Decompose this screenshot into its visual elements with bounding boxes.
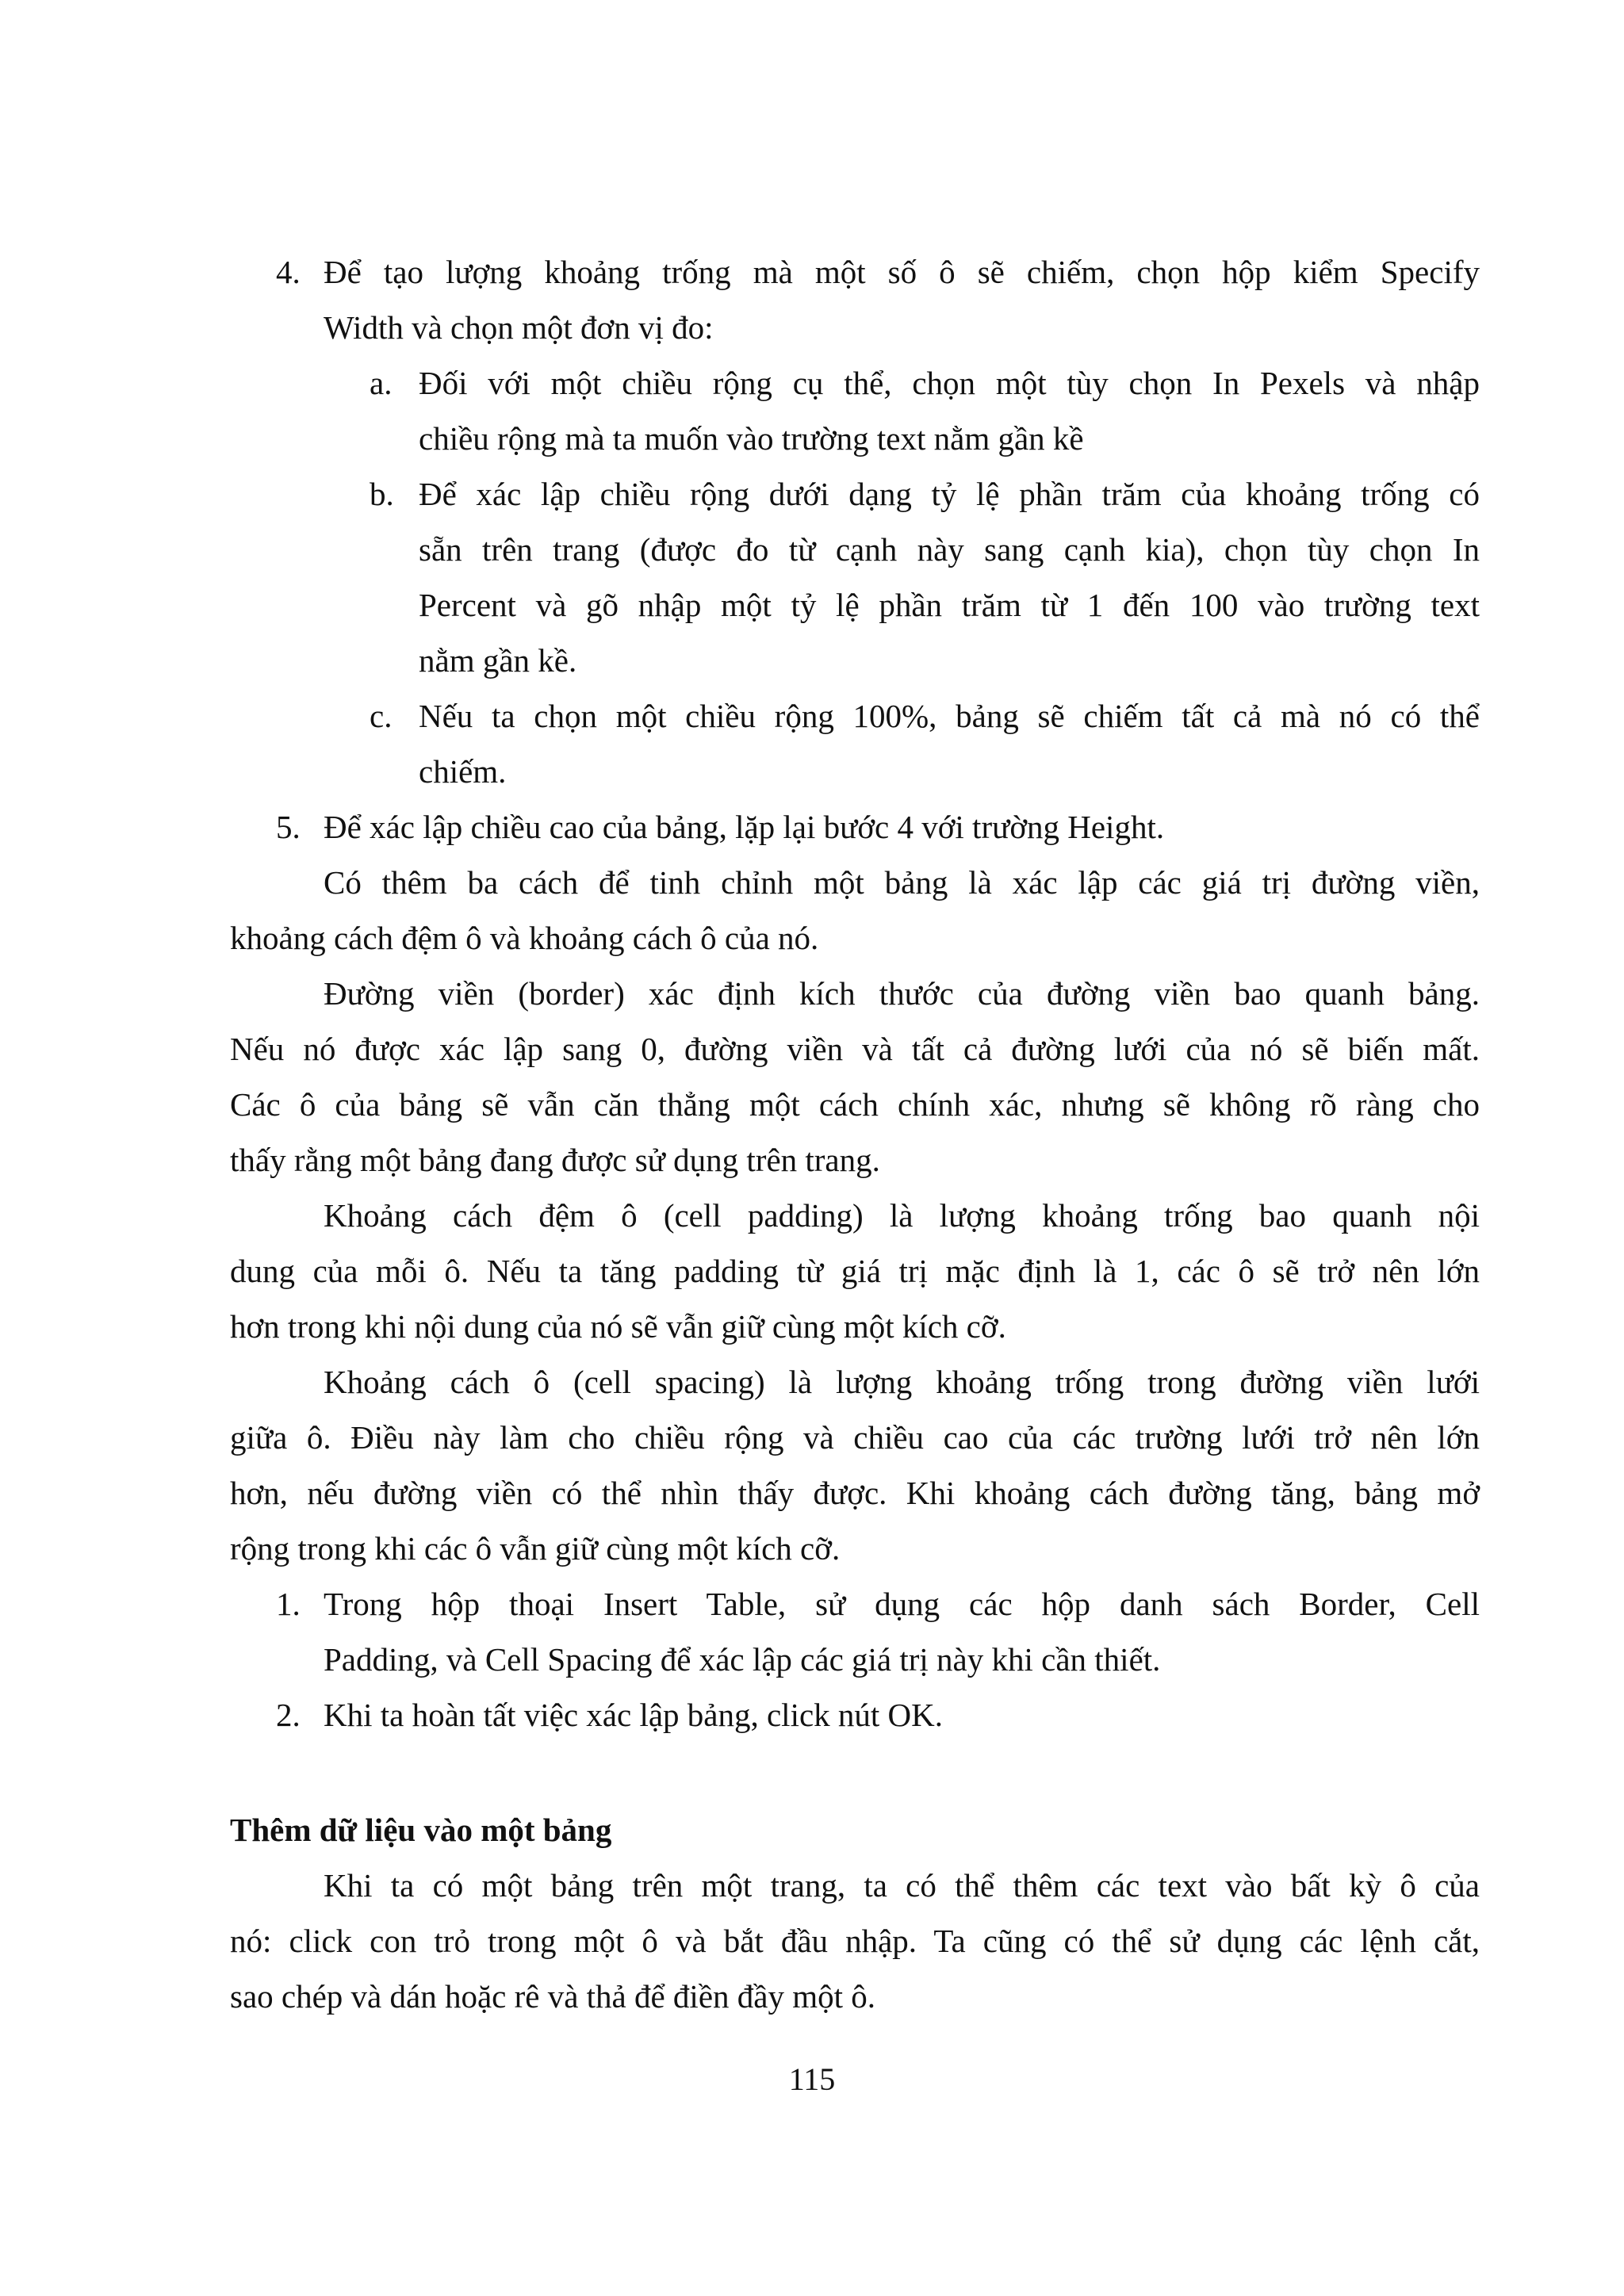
paragraph-line: khoảng cách đệm ô và khoảng cách ô của nó. [230,920,819,956]
list-item-text: Trong hộp thoại Insert Table, sử dụng các hộp danh sách Border, Cell [324,1586,1480,1622]
paragraph-line: Đường viền (border) xác định kích thước của đường viền bao quanh bảng. [324,975,1480,1012]
paragraph-line: Khoảng cách ô (cell spacing) là lượng khoảng trống trong đường viền lưới [324,1364,1480,1400]
list-number: 2. [276,1697,301,1733]
sublist-item-text: Percent và gõ nhập một tỷ lệ phần trăm từ 1 đến 100 vào trường text [419,587,1480,623]
sublist-item-text: Nếu ta chọn một chiều rộng 100%, bảng sẽ chiếm tất cả mà nó có thể [419,698,1480,734]
list-item-text: Khi ta hoàn tất việc xác lập bảng, click nút OK. [324,1697,944,1733]
paragraph-line: Khi ta có một bảng trên một trang, ta có thể thêm các text vào bất kỳ ô của [324,1867,1480,1904]
paragraph-line: giữa ô. Điều này làm cho chiều rộng và chiều cao của các trường lưới trở nên lớn [230,1419,1480,1456]
sublist-item-text: sẵn trên trang (được đo từ cạnh này sang cạnh kia), chọn tùy chọn In [419,531,1480,568]
sublist-letter: a. [370,365,393,401]
paragraph-line: Có thêm ba cách để tinh chỉnh một bảng là xác lập các giá trị đường viền, [324,864,1480,901]
section-heading: Thêm dữ liệu vào một bảng [230,1812,612,1848]
paragraph-line: dung của mỗi ô. Nếu ta tăng padding từ giá trị mặc định là 1, các ô sẽ trở nên lớn [230,1253,1480,1289]
paragraph-line: hơn, nếu đường viền có thể nhìn thấy được. Khi khoảng cách đường tăng, bảng mở [230,1475,1480,1511]
paragraph-line: Khoảng cách đệm ô (cell padding) là lượng khoảng trống bao quanh nội [324,1197,1480,1234]
paragraph-line: Các ô của bảng sẽ vẫn căn thẳng một cách chính xác, nhưng sẽ không rõ ràng cho [230,1086,1480,1123]
page-number: 115 [788,2061,836,2097]
paragraph-line: rộng trong khi các ô vẫn giữ cùng một kích cỡ. [230,1530,841,1567]
list-item-text: Để xác lập chiều cao của bảng, lặp lại bước 4 với trường Height. [324,809,1165,845]
paragraph-line: nó: click con trỏ trong một ô và bắt đầu nhập. Ta cũng có thể sử dụng các lệnh cắt, [230,1923,1480,1959]
paragraph-line: thấy rằng một bảng đang được sử dụng trên trang. [230,1142,880,1178]
paragraph-line: hơn trong khi nội dung của nó sẽ vẫn giữ cùng một kích cỡ. [230,1308,1006,1345]
sublist-item-text: nằm gần kề. [419,642,577,679]
list-number: 5. [276,809,301,845]
sublist-letter: b. [370,476,394,512]
list-number: 1. [276,1586,301,1622]
sublist-item-text: chiều rộng mà ta muốn vào trường text nằm gần kề [419,420,1084,457]
list-item-text: Padding, và Cell Spacing để xác lập các giá trị này khi cần thiết. [324,1641,1161,1678]
list-number: 4. [276,254,301,290]
sublist-item-text: Để xác lập chiều rộng dưới dạng tỷ lệ phần trăm của khoảng trống có [419,476,1480,512]
list-item-text: Để tạo lượng khoảng trống mà một số ô sẽ chiếm, chọn hộp kiểm Specify [324,254,1480,290]
sublist-item-text: Đối với một chiều rộng cụ thể, chọn một tùy chọn In Pexels và nhập [419,365,1480,401]
paragraph-line: sao chép và dán hoặc rê và thả để điền đầy một ô. [230,1978,875,2015]
paragraph-line: Nếu nó được xác lập sang 0, đường viền và tất cả đường lưới của nó sẽ biến mất. [230,1031,1480,1067]
sublist-item-text: chiếm. [419,753,507,790]
sublist-letter: c. [370,698,393,734]
list-item-text: Width và chọn một đơn vị đo: [324,309,714,346]
